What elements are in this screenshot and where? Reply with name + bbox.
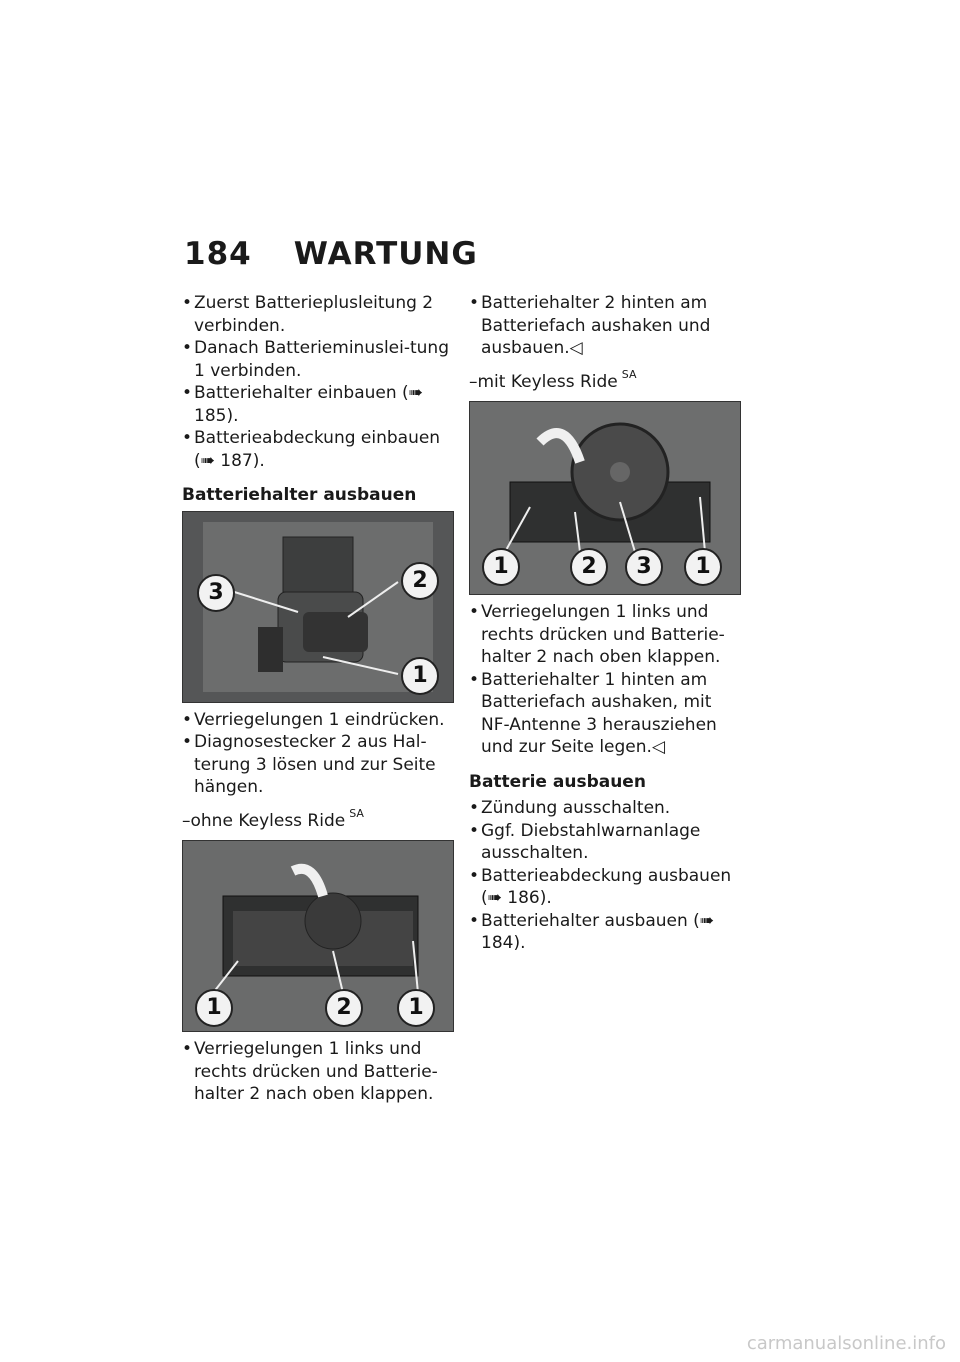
list-item: • Diagnosestecker 2 aus Hal-terung 3 lösen und zur Seite hängen. [182,731,454,799]
list-item: • Zuerst Batterieplusleitung 2 verbinden. [182,292,454,337]
callout-1: 1 [482,548,520,586]
list-item: • Zündung ausschalten. [469,797,741,820]
list-item: • Verriegelungen 1 links und rechts drücken und Batterie-halter 2 nach oben klappen. [469,601,741,669]
callout-1: 1 [397,989,435,1027]
list-item: • Verriegelungen 1 links und rechts drücken und Batterie-halter 2 nach oben klappen. [182,1038,454,1106]
callout-1: 1 [684,548,722,586]
page-header [184,236,478,272]
callout-2: 2 [325,989,363,1027]
variant-text: –mit Keyless Ride [469,371,618,392]
section-heading: Batterie ausbauen [469,771,646,792]
callout-3: 3 [625,548,663,586]
list-item: • Batterieabdeckung ausbauen (➠ 186). [469,865,741,910]
list-item: • Batteriehalter 2 hinten am Batteriefach aushaken und ausbauen.◁ [469,292,741,360]
right-column [469,292,741,955]
variant-sup: SA [621,367,637,381]
section-heading: Batteriehalter ausbauen [182,485,417,505]
variant-sup: SA [349,806,364,820]
variant-text: –ohne Keyless Ride [182,810,346,831]
list-item: • Batterieabdeckung einbauen (➠ 187). [182,427,454,472]
callout-1: 1 [401,657,439,695]
figure-with-keyless [469,401,741,595]
page-title: WARTUNG [293,236,478,272]
callout-1: 1 [195,989,233,1027]
callout-3: 3 [197,574,235,612]
list-item: • Batteriehalter ausbauen (➠ 184). [469,910,741,955]
variant-label [469,367,741,396]
callout-2: 2 [401,562,439,600]
list-item: • Verriegelungen 1 eindrücken. [182,709,454,732]
list-item: • Batteriehalter einbauen (➠ 185). [182,382,454,427]
list-item: • Ggf. Diebstahlwarnanlage ausschalten. [469,820,741,865]
list-item: • Danach Batterieminuslei-tung 1 verbinden. [182,337,454,382]
watermark: carmanualsonline.info [746,1333,946,1354]
page-number: 184 [184,236,252,272]
callout-2: 2 [570,548,608,586]
figure-without-keyless [182,840,454,1032]
figure-battery-holder [182,511,454,703]
variant-label [182,806,454,835]
left-column [182,292,454,1106]
list-item: • Batteriehalter 1 hinten am Batteriefach aushaken, mit NF-Antenne 3 herausziehen und zur Seite legen.◁ [469,669,741,759]
